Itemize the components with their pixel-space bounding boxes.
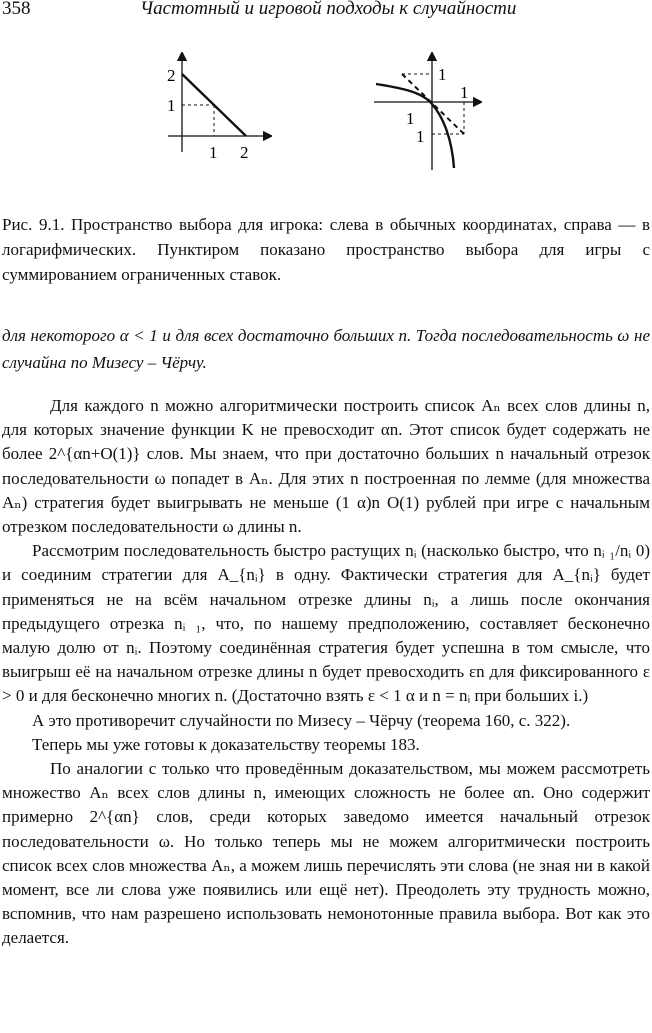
body-text bbox=[2, 394, 650, 951]
left-plot bbox=[162, 52, 272, 162]
page-header bbox=[0, 0, 652, 24]
axis-label: 1 bbox=[406, 109, 415, 128]
right-plot bbox=[372, 52, 482, 172]
paragraph: А это противоречит случайности по Мизесу – Чёрчу (теорема 160, с. 322). bbox=[32, 710, 571, 730]
paragraph: Теперь мы уже готовы к доказательству теоремы 183. bbox=[32, 734, 420, 754]
figure-9-1 bbox=[0, 52, 652, 172]
x-tick-label: 2 bbox=[240, 143, 249, 162]
page-number: 358 bbox=[2, 0, 31, 19]
figure-caption: Рис. 9.1. Пространство выбора для игрока: слева в обычных координатах, справа — в логарифмических. Пунктиром показано пространство выбора для игры с суммированием ограниченных ставок. bbox=[2, 215, 650, 284]
y-tick-label: 1 bbox=[167, 96, 176, 115]
x-tick-label: 1 bbox=[209, 143, 218, 162]
running-title: Частотный и игровой подходы к случайности bbox=[140, 0, 517, 19]
axis-label: 1 bbox=[438, 65, 447, 84]
paragraph: Для каждого n можно алгоритмически построить список Aₙ всех слов длины n, для которых значение функции K не превосходит αn. Этот список будет содержать не более 2^{αn+O(1)} слов. Мы знаем, что при достаточно больших n начальный отрезок последовательности ω попадет в Aₙ. Для этих n построенная по лемме (для множества Aₙ) стратегия будет выигрывать не меньше (1 α)n O(1) рублей при игре с начальным отрезком последовательности ω длины n. bbox=[2, 396, 650, 537]
paragraph: По аналогии с только что проведённым доказательством, мы можем рассмотреть множество Aₙ всех слов длины n, имеющих сложность не более αn. Оно содержит примерно 2^{αn} слов, среди которых заведомо имеется начальный отрезок последовательности ω. Но только теперь мы не можем алгоритмически построить список всех слов множества Aₙ, а можем лишь перечислять эти слова (не зная ни в какой момент, все ли слова уже появились или ещё нет). Преодолеть эту трудность можно, вспомнив, что нам разрешено использовать немонотонные правила выбора. Вот как это делается. bbox=[2, 759, 650, 948]
y-tick-label: 2 bbox=[167, 66, 176, 85]
theorem-statement: для некоторого α < 1 и для всех достаточно больших n. Тогда последовательность ω не случайна по Мизесу – Чёрчу. bbox=[2, 326, 650, 372]
axis-label: 1 bbox=[416, 127, 425, 146]
axis-label: 1 bbox=[460, 83, 469, 102]
log-curve bbox=[376, 84, 454, 168]
paragraph: Рассмотрим последовательность быстро растущих nᵢ (насколько быстро, что nᵢ ₁/nᵢ 0) и соединим стратегии для A_{nᵢ} в одну. Фактически стратегия для A_{nᵢ} будет применяться не на всём начальном отрезке длины nᵢ, а лишь после окончания предыдущего отрезка nᵢ ₁, что, по нашему предположению, составляет бесконечно малую долю от nᵢ. Поэтому соединённая стратегия будет успешна в том смысле, что выигрыш её на начальном отрезке длины n будет превосходить εn для фиксированного ε > 0 и для бесконечно многих n. (Достаточно взять ε < 1 α и n = nᵢ при больших i.) bbox=[2, 541, 650, 706]
